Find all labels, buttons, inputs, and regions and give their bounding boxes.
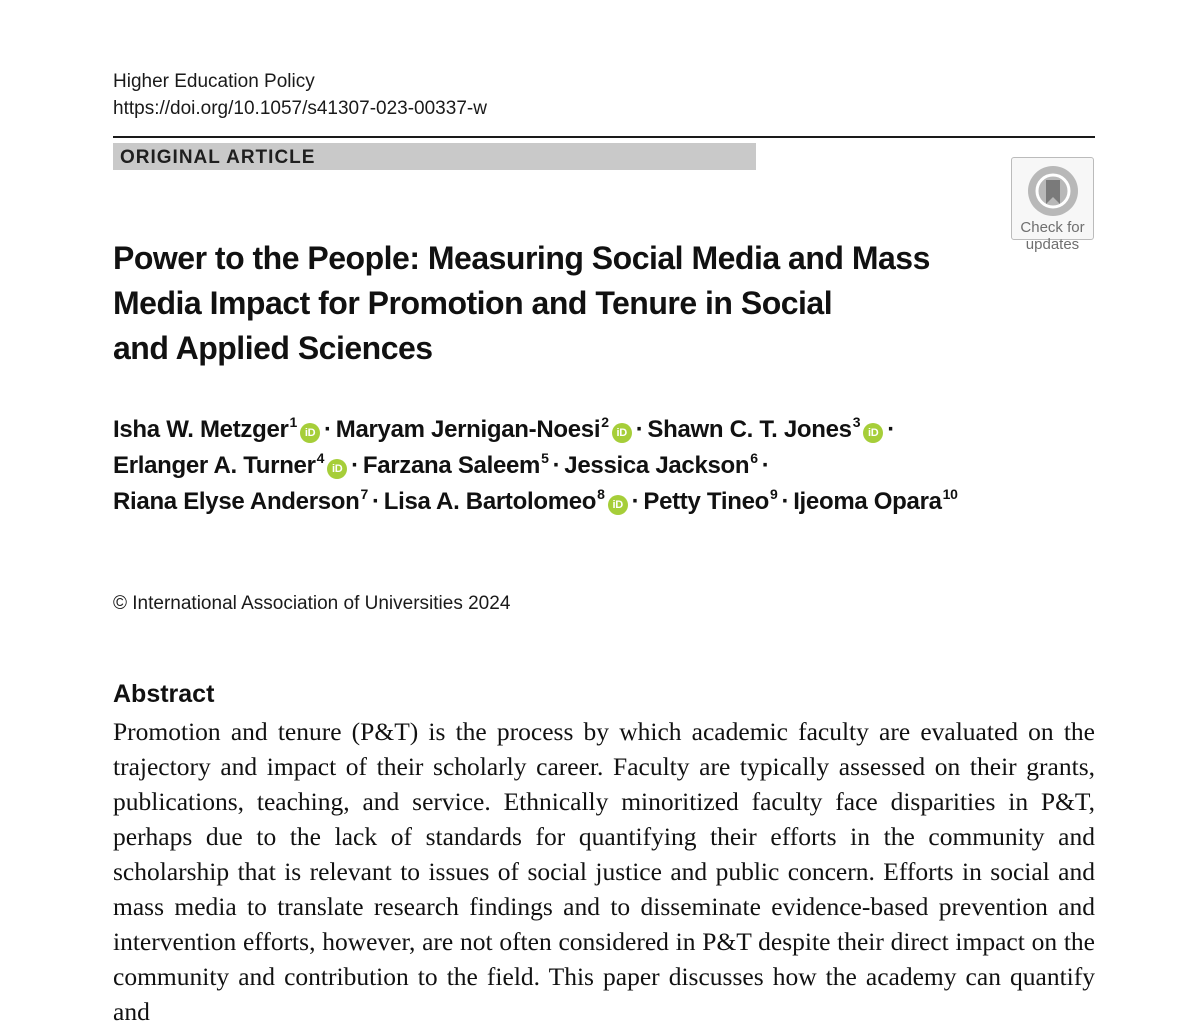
author-name: Riana Elyse Anderson — [113, 488, 360, 515]
author[interactable] — [336, 416, 632, 443]
author-separator: · — [635, 416, 644, 443]
article-type-banner: ORIGINAL ARTICLE — [113, 143, 756, 170]
author-separator: · — [761, 452, 770, 479]
author-line — [113, 484, 1093, 520]
author-separator: · — [631, 488, 640, 515]
journal-name: Higher Education Policy — [113, 71, 315, 92]
affiliation-number: 3 — [852, 414, 861, 430]
author-separator: · — [351, 452, 359, 479]
author[interactable] — [564, 452, 757, 479]
affiliation-number: 6 — [750, 450, 758, 466]
title-line: Power to the People: Measuring Social Media and Mass — [113, 240, 930, 276]
affiliation-number: 9 — [769, 486, 778, 502]
author-separator: · — [887, 416, 895, 443]
author-name: Ijeoma Opara — [793, 488, 942, 515]
author-name: Shawn C. T. Jones — [647, 416, 852, 443]
author-name: Maryam Jernigan-Noesi — [335, 416, 601, 443]
check-for-updates-line1: Check for — [1020, 219, 1085, 236]
author-name: Petty Tineo — [643, 488, 769, 515]
author[interactable] — [363, 452, 549, 479]
title-line: and Applied Sciences — [113, 330, 433, 366]
orcid-icon[interactable]: iD — [608, 495, 628, 515]
header-rule — [113, 136, 1095, 138]
author-separator: · — [552, 452, 561, 479]
affiliation-number: 8 — [597, 486, 605, 502]
author[interactable] — [113, 452, 347, 479]
affiliation-number: 1 — [289, 414, 298, 430]
author[interactable] — [793, 488, 957, 515]
author[interactable] — [643, 488, 777, 515]
author-name: Farzana Saleem — [362, 452, 541, 479]
abstract-heading: Abstract — [113, 680, 215, 708]
author[interactable] — [647, 416, 883, 443]
orcid-icon[interactable]: iD — [327, 459, 347, 479]
orcid-icon[interactable]: iD — [863, 423, 883, 443]
author-separator: · — [372, 488, 380, 515]
author-name: Jessica Jackson — [564, 452, 750, 479]
author[interactable] — [113, 416, 320, 443]
abstract-text: Promotion and tenure (P&T) is the process by which academic faculty are evaluated on the trajectory and impact of their scholarly career. Faculty are typically assessed on their grants, publications, teaching, and service. Ethnically minoritized faculty face disparities in P&T, perhaps due to the lack of standards for quantifying their efforts in the community and scholarship that is relevant to issues of social justice and public concern. Efforts in social and mass media to translate research findings and to disseminate evidence-based prevention and intervention efforts, however, are not often considered in P&T despite their direct impact on the community and contribution to the field. This paper discusses how the academy can quantify and — [113, 717, 1095, 1026]
author-name: Isha W. Metzger — [113, 416, 289, 443]
check-for-updates-icon — [1026, 164, 1080, 218]
orcid-icon[interactable]: iD — [612, 423, 632, 443]
article-title — [113, 236, 1013, 371]
affiliation-number: 4 — [316, 450, 325, 466]
doi-link[interactable]: https://doi.org/10.1057/s41307-023-00337-w — [113, 98, 487, 119]
author-separator: · — [324, 416, 332, 443]
author-line — [113, 448, 1093, 484]
author-separator: · — [781, 488, 790, 515]
affiliation-number: 5 — [541, 450, 549, 466]
author-name: Erlanger A. Turner — [113, 452, 316, 479]
copyright-notice: © International Association of Universities 2024 — [113, 593, 511, 614]
author[interactable] — [384, 488, 628, 515]
affiliation-number: 10 — [942, 486, 958, 502]
author[interactable] — [113, 488, 368, 515]
author-line — [113, 412, 1093, 448]
title-line: Media Impact for Promotion and Tenure in Social — [113, 285, 833, 321]
check-for-updates-badge[interactable] — [1011, 157, 1094, 253]
check-for-updates-line2: updates — [1025, 236, 1080, 253]
affiliation-number: 2 — [601, 414, 609, 430]
author-list — [113, 412, 1093, 520]
orcid-icon[interactable]: iD — [300, 423, 320, 443]
journal-header — [113, 68, 487, 122]
affiliation-number: 7 — [360, 486, 369, 502]
author-name: Lisa A. Bartolomeo — [383, 488, 597, 515]
